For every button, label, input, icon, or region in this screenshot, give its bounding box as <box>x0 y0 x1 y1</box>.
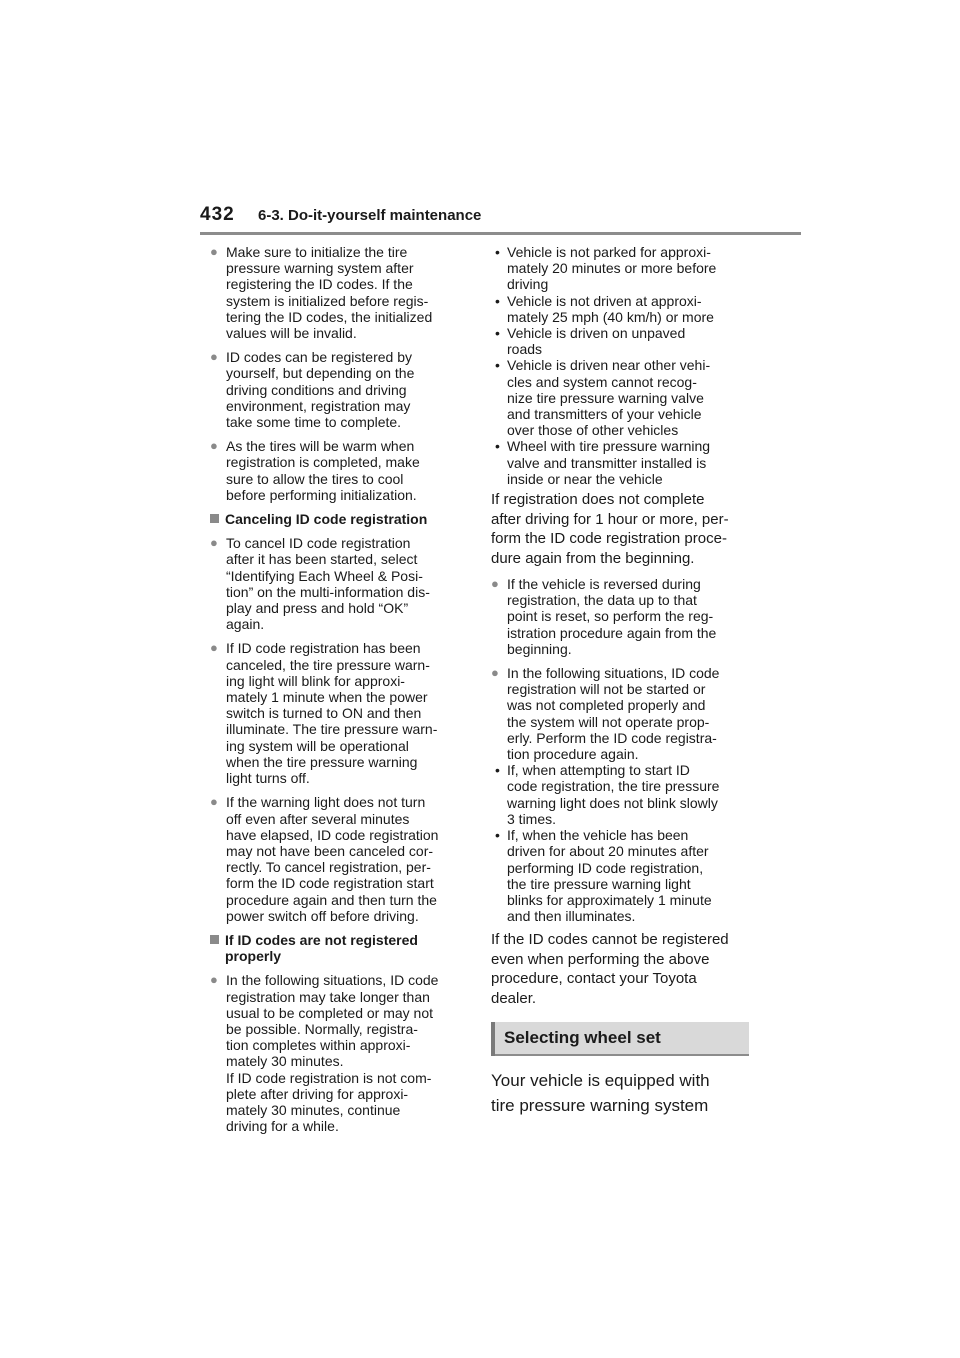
dash-item: • Vehicle is driven near other vehi- cles and system cannot recog- nize tire pressure warning valve and transmitters of your vehicle over those of other vehicles <box>495 357 711 439</box>
left-column <box>210 244 472 1142</box>
dash-item: • If, when the vehicle has been driven for about 20 minutes after performing ID code registration, the tire pressure warning light blinks for approximately 1 minute and then illuminates. <box>495 827 712 925</box>
dash-list <box>491 244 756 487</box>
header-rule <box>200 232 801 235</box>
bullet-item: ● If ID code registration has been canceled, the tire pressure warn- ing light will blink for approxi- mately 1 minute when the power switch is turned to ON and then illuminate. The tire pressure warn- ing system will be operational when the tire pressure warning light turns off. <box>210 640 438 787</box>
paragraph: Your vehicle is equipped with tire pressure warning system <box>491 1071 710 1116</box>
dash-item: • Vehicle is not driven at approxi- mately 25 mph (40 km/h) or more <box>495 292 714 325</box>
circle-bullet-icon: ● <box>210 244 218 259</box>
page-header <box>200 204 800 234</box>
paragraph: If registration does not complete after driving for 1 hour or more, per- form the ID code registration proce- dure again from the beginning. <box>491 491 729 567</box>
heading-accent-bar <box>491 1022 495 1056</box>
square-bullet-icon <box>210 514 219 523</box>
bullet-item: ● If the warning light does not turn off even after several minutes have elapsed, ID code registration may not have been canceled cor- rectly. To cancel registration, per- form the ID code registration start procedure again and then turn the power switch off before driving. <box>210 794 439 924</box>
bullet-item: ● In the following situations, ID code registration may take longer than usual to be completed or may not be possible. Normally, registra- tion completes within approxi- mately 30 minutes. If ID code registration is not com- plete after driving for approxi- mately 30 minutes, continue driving for a while. <box>210 972 439 1135</box>
circle-bullet-icon: ● <box>491 576 499 592</box>
square-bullet-icon <box>210 935 219 944</box>
dash-list <box>491 762 756 924</box>
circle-bullet-icon: ● <box>210 640 218 656</box>
selecting-wheel-set-title: Selecting wheel set <box>504 1028 661 1048</box>
section-title: 6-3. Do-it-yourself maintenance <box>258 207 482 224</box>
dash-item: • Wheel with tire pressure warning valve and transmitter installed is inside or near the vehicle <box>495 438 711 487</box>
dash-item: • Vehicle is driven on unpaved roads <box>495 325 686 358</box>
subheading-not-registered: If ID codes are not registered properly <box>210 932 472 964</box>
bullet-item: ● In the following situations, ID code registration will not be started or was not completed properly and the system will not operate prop- erly. Perform the ID code registra- tion procedure again. <box>491 665 720 763</box>
dash-item: • If, when attempting to start ID code registration, the tire pressure warning light does not blink slowly 3 times. <box>495 762 720 827</box>
subheading-canceling: Canceling ID code registration <box>210 511 472 527</box>
circle-bullet-icon: ● <box>491 665 499 681</box>
circle-bullet-icon: ● <box>210 794 218 810</box>
bullet-item: ● As the tires will be warm when registration is completed, make sure to allow the tires to cool before performing initialization. <box>210 438 420 503</box>
dash-item: • Vehicle is not parked for approxi- mately 20 minutes or more before driving <box>495 244 717 293</box>
bullet-item: ● To cancel ID code registration after it has been started, select “Identifying Each Wheel & Posi- tion” on the multi-information dis- play and press and hold “OK” again. <box>210 535 430 633</box>
circle-bullet-icon: ● <box>210 972 218 988</box>
paragraph: If the ID codes cannot be registered even when performing the above procedure, contact your Toyota dealer. <box>491 931 729 1007</box>
bullet-item: ● Make sure to initialize the tire pressure warning system after registering the ID codes. If the system is initialized before regis- tering the ID codes, the initialized values will be invalid. <box>210 244 433 342</box>
bullet-item: ● If the vehicle is reversed during registration, the data up to that point is reset, so perform the reg- istration procedure again from the beginning. <box>491 576 717 657</box>
circle-bullet-icon: ● <box>210 535 218 551</box>
circle-bullet-icon: ● <box>210 438 218 454</box>
bullet-item: ● ID codes can be registered by yourself, but depending on the driving conditions and driving environment, registration may take some time to complete. <box>210 349 415 431</box>
section-heading-box <box>491 1022 749 1056</box>
circle-bullet-icon: ● <box>210 349 218 365</box>
page-number: 432 <box>200 204 235 225</box>
right-column <box>491 244 756 1126</box>
